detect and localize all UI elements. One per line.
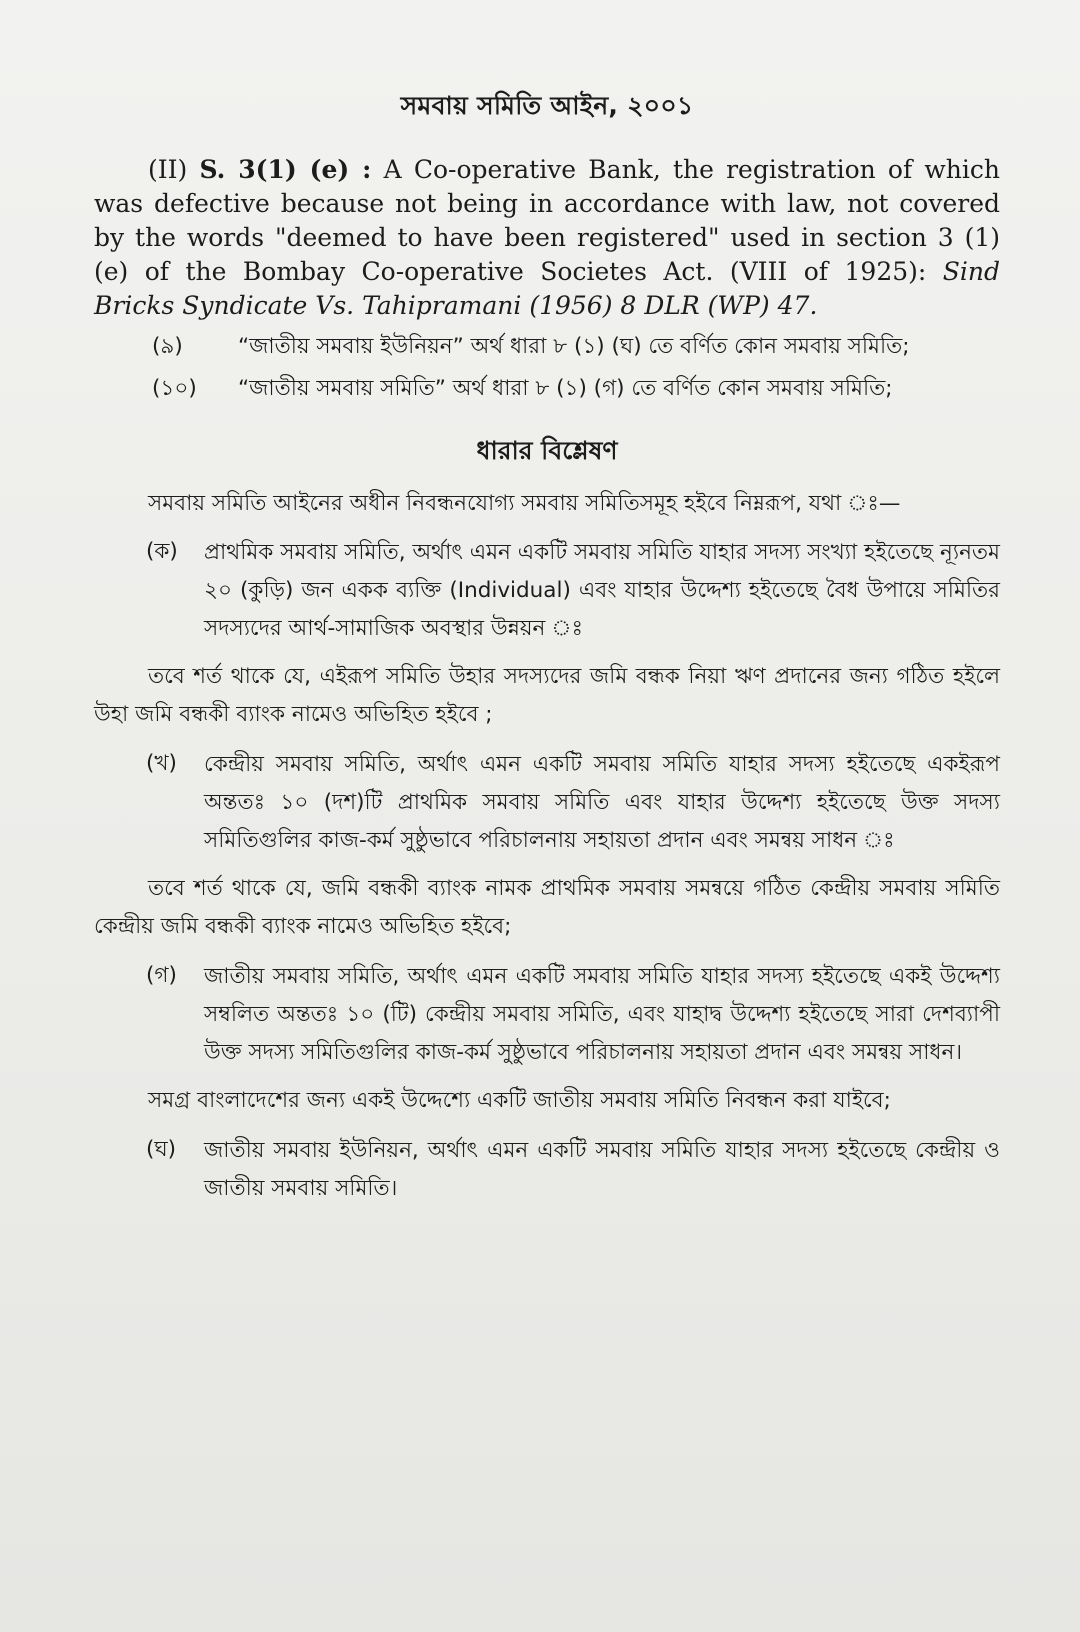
definition-item [94,329,1000,365]
definition-text: “জাতীয় সমবায় সমিতি” অর্থ ধারা ৮ (১) (গ) তে বর্ণিত কোন সমবায় সমিতি; [238,376,893,401]
list-item [94,746,1000,860]
list-item-text: কেন্দ্রীয় সমবায় সমিতি, অর্থাৎ এমন একটি সমবায় সমিতি যাহার সদস্য হইতেছে একইরূপ অন্ততঃ ১০ (দশ)টি প্রাথমিক সমবায় সমিতি এবং যাহার উদ্দেশ্য হইতেছে উক্ত সদস্য সমিতিগুলির কাজ-কর্ম সুষ্ঠুভাবে পরিচালনায় সহায়তা প্রদান এবং সমন্বয় সাধন ঃ [204,752,1000,853]
case-note-marker: (II) [148,155,188,184]
section-heading: ধারার বিশ্লেষণ [476,436,618,465]
list-item [94,534,1000,648]
definition-number: (১০) [152,376,197,401]
definition-number: (৯) [152,334,183,359]
proviso-text: তবে শর্ত থাকে যে, জমি বন্ধকী ব্যাংক নামক প্রাথমিক সমবায় সমন্বয়ে গঠিত কেন্দ্রীয় সমবায় সমিতি কেন্দ্রীয় জমি বন্ধকী ব্যাংক নামেও অভিহিত হইবে; [94,876,1000,939]
definition-text: “জাতীয় সমবায় ইউনিয়ন” অর্থ ধারা ৮ (১) (ঘ) তে বর্ণিত কোন সমবায় সমিতি; [238,334,910,359]
list-item-text: প্রাথমিক সমবায় সমিতি, অর্থাৎ এমন একটি সমবায় সমিতি যাহার সদস্য সংখ্যা হইতেছে ন্যূনতম ২০ (কুড়ি) জন একক ব্যক্তি (Individual) এবং যাহার উদ্দেশ্য হইতেছে বৈধ উপায়ে সমিতির সদস্যদের আর্থ-সামাজিক অবস্থার উন্নয়ন ঃ [204,540,1000,641]
list-item-label: (খ) [146,751,177,776]
definition-item [94,371,1000,407]
list-item-label: (গ) [146,963,177,988]
proviso-text: তবে শর্ত থাকে যে, এইরূপ সমিতি উহার সদস্যদের জমি বন্ধক নিয়া ঋণ প্রদানের জন্য গঠিত হইলে উহা জমি বন্ধকী ব্যাংক নামেও অভিহিত হইবে ; [94,664,1000,727]
case-note [94,153,1000,323]
case-note-citation: Sind Bricks Syndicate Vs. Tahipramani (1956) 8 DLR (WP) 47. [94,257,1000,320]
case-note-body: A Co-operative Bank, the registration of which was defective because not being in accordance with law, not covered by the words "deemed to have been registered" used in section 3 (1) (e) of the Bombay Co-operative Societes Act. (VIII of 1925): [94,155,1001,286]
list-item-label: (ঘ) [146,1137,177,1162]
list-item-label: (ক) [146,539,178,564]
list-item-text: জাতীয় সমবায় ইউনিয়ন, অর্থাৎ এমন একটি সমবায় সমিতি যাহার সদস্য হইতেছে কেন্দ্রীয় ও জাতীয় সমবায় সমিতি। [204,1138,1000,1201]
page-title: সমবায় সমিতি আইন, ২০০১ [400,91,694,120]
analysis-intro: সমবায় সমিতি আইনের অধীন নিবন্ধনযোগ্য সমবায় সমিতিসমূহ হইবে নিম্নরূপ, যথা ঃ— [148,491,901,516]
list-item [94,958,1000,1072]
list-item-text: জাতীয় সমবায় সমিতি, অর্থাৎ এমন একটি সমবায় সমিতি যাহার সদস্য হইতেছে একই উদ্দেশ্য সম্বলিত অন্ততঃ ১০ (টি) কেন্দ্রীয় সমবায় সমিতি, এবং যাহাদ্ব উদ্দেশ্য হইতেছে সারা দেশব্যাপী উক্ত সদস্য সমিতিগুলির কাজ-কর্ম সুষ্ঠুভাবে পরিচালনায় সহায়তা প্রদান এবং সমন্বয় সাধন। [204,964,1000,1065]
proviso-text: সমগ্র বাংলাদেশের জন্য একই উদ্দেশ্যে একটি জাতীয় সমবায় সমিতি নিবন্ধন করা যাইবে; [148,1088,891,1113]
case-note-ref: S. 3(1) (e) : [199,155,372,184]
list-item [94,1132,1000,1208]
